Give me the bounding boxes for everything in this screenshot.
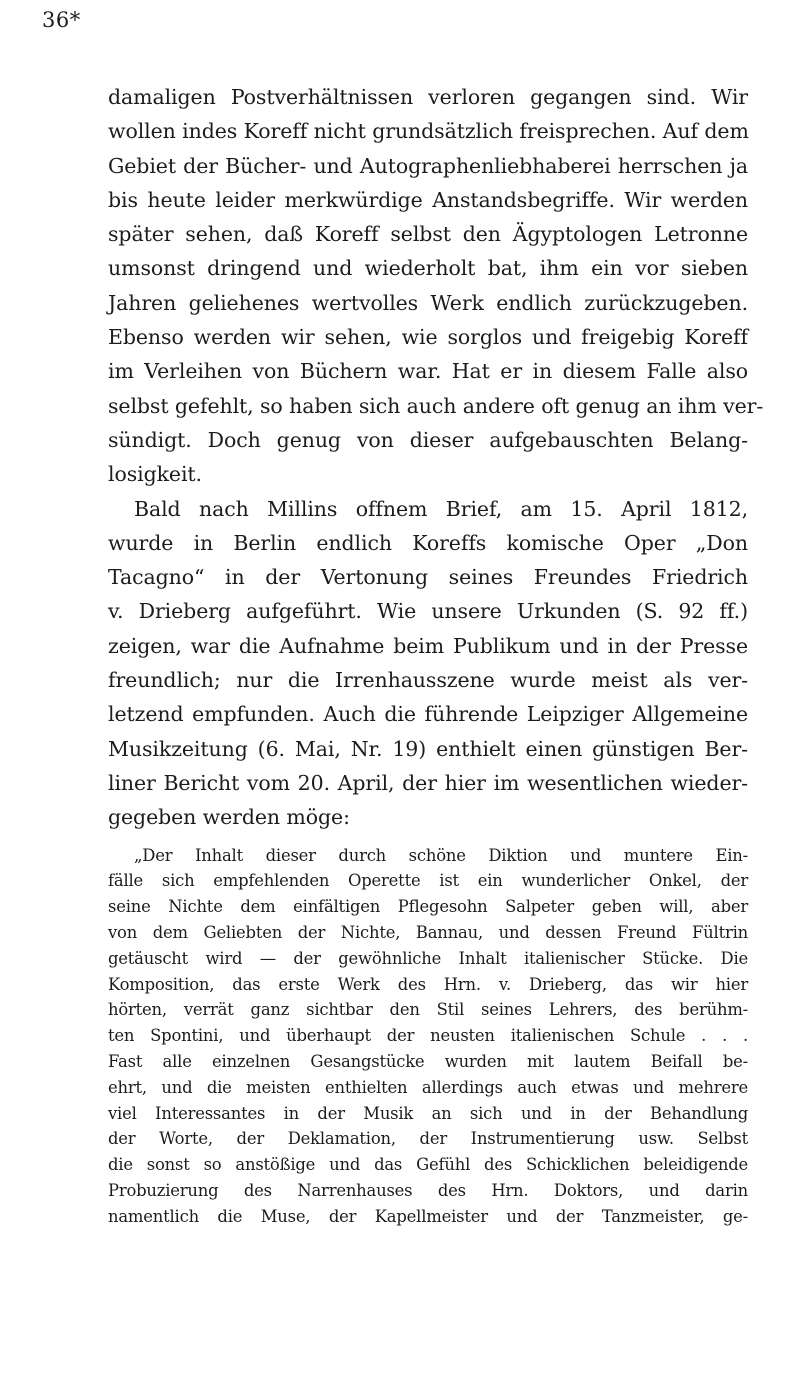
- quote-line: „Der Inhalt dieser durch schöne Diktion und muntere Ein-: [134, 845, 748, 865]
- quote-line: getäuscht wird — der gewöhnliche Inhalt italienischer Stücke. Die: [108, 948, 748, 968]
- text-line: wollen indes Koreff nicht grundsätzlich freisprechen. Auf dem: [108, 119, 749, 144]
- quote-line: die sonst so anstößige und das Gefühl des Schicklichen beleidigende: [108, 1155, 748, 1175]
- block-quote: [108, 843, 748, 1230]
- text-line: v. Drieberg aufgeführt. Wie unsere Urkunden (S. 92 ff.): [108, 599, 748, 624]
- quote-line: von dem Geliebten der Nichte, Bannau, und dessen Freund Fültrin: [108, 922, 748, 942]
- quote-line: fälle sich empfehlenden Operette ist ein wunderlicher Onkel, der: [108, 871, 748, 891]
- text-line: letzend empfunden. Auch die führende Leipziger Allgemeine: [108, 702, 748, 727]
- text-line: freundlich; nur die Irrenhausszene wurde meist als ver-: [108, 668, 748, 693]
- text-line: sündigt. Doch genug von dieser aufgebauschten Belang-: [108, 427, 748, 452]
- text-line: Tacagno“ in der Vertonung seines Freundes Friedrich: [108, 565, 748, 590]
- text-line: Ebenso werden wir sehen, wie sorglos und freigebig Koreff: [108, 325, 748, 350]
- text-line: später sehen, daß Koreff selbst den Ägyptologen Letronne: [108, 222, 748, 247]
- paragraph: [108, 492, 748, 835]
- page-body: [108, 80, 764, 1229]
- page-number: 36*: [42, 8, 81, 32]
- text-line: Bald nach Millins offnem Brief, am 15. April 1812,: [134, 496, 748, 521]
- text-line: im Verleihen von Büchern war. Hat er in diesem Falle also: [108, 359, 748, 384]
- quote-line: ehrt, und die meisten enthielten allerdings auch etwas und mehrere: [108, 1077, 748, 1097]
- quote-line: viel Interessantes in der Musik an sich und in der Behandlung: [108, 1103, 748, 1123]
- quote-line: seine Nichte dem einfältigen Pflegesohn Salpeter geben will, aber: [108, 897, 748, 917]
- text-line: liner Bericht vom 20. April, der hier im wesentlichen wieder-: [108, 770, 748, 795]
- text-line: Musikzeitung (6. Mai, Nr. 19) enthielt einen günstigen Ber-: [108, 736, 748, 761]
- text-line: Gebiet der Bücher- und Autographenliebhaberei herrschen ja: [108, 153, 748, 178]
- quote-line: Komposition, das erste Werk des Hrn. v. Drieberg, das wir hier: [108, 974, 748, 994]
- text-line: gegeben werden möge:: [108, 805, 350, 830]
- quote-line: Fast alle einzelnen Gesangstücke wurden mit lautem Beifall be-: [108, 1051, 748, 1071]
- text-line: selbst gefehlt, so haben sich auch andere oft genug an ihm ver-: [108, 393, 764, 418]
- text-line: zeigen, war die Aufnahme beim Publikum und in der Presse: [108, 633, 748, 658]
- text-line: Jahren geliehenes wertvolles Werk endlich zurückzugeben.: [108, 290, 748, 315]
- text-line: wurde in Berlin endlich Koreffs komische Oper „Don: [108, 530, 748, 555]
- text-line: umsonst dringend und wiederholt bat, ihm ein vor sieben: [108, 256, 748, 281]
- quote-line: hörten, verrät ganz sichtbar den Stil seines Lehrers, des berühm-: [108, 1000, 748, 1020]
- quote-line: der Worte, der Deklamation, der Instrumentierung usw. Selbst: [108, 1129, 748, 1149]
- text-line: bis heute leider merkwürdige Anstandsbegriffe. Wir werden: [108, 187, 748, 212]
- text-line: losigkeit.: [108, 462, 202, 487]
- paragraph: [108, 80, 764, 492]
- quote-line: namentlich die Muse, der Kapellmeister und der Tanzmeister, ge-: [108, 1206, 748, 1226]
- quote-line: ten Spontini, und überhaupt der neusten italienischen Schule . . .: [108, 1026, 748, 1046]
- quote-line: Probuzierung des Narrenhauses des Hrn. Doktors, und darin: [108, 1180, 748, 1200]
- text-line: damaligen Postverhältnissen verloren gegangen sind. Wir: [108, 85, 748, 109]
